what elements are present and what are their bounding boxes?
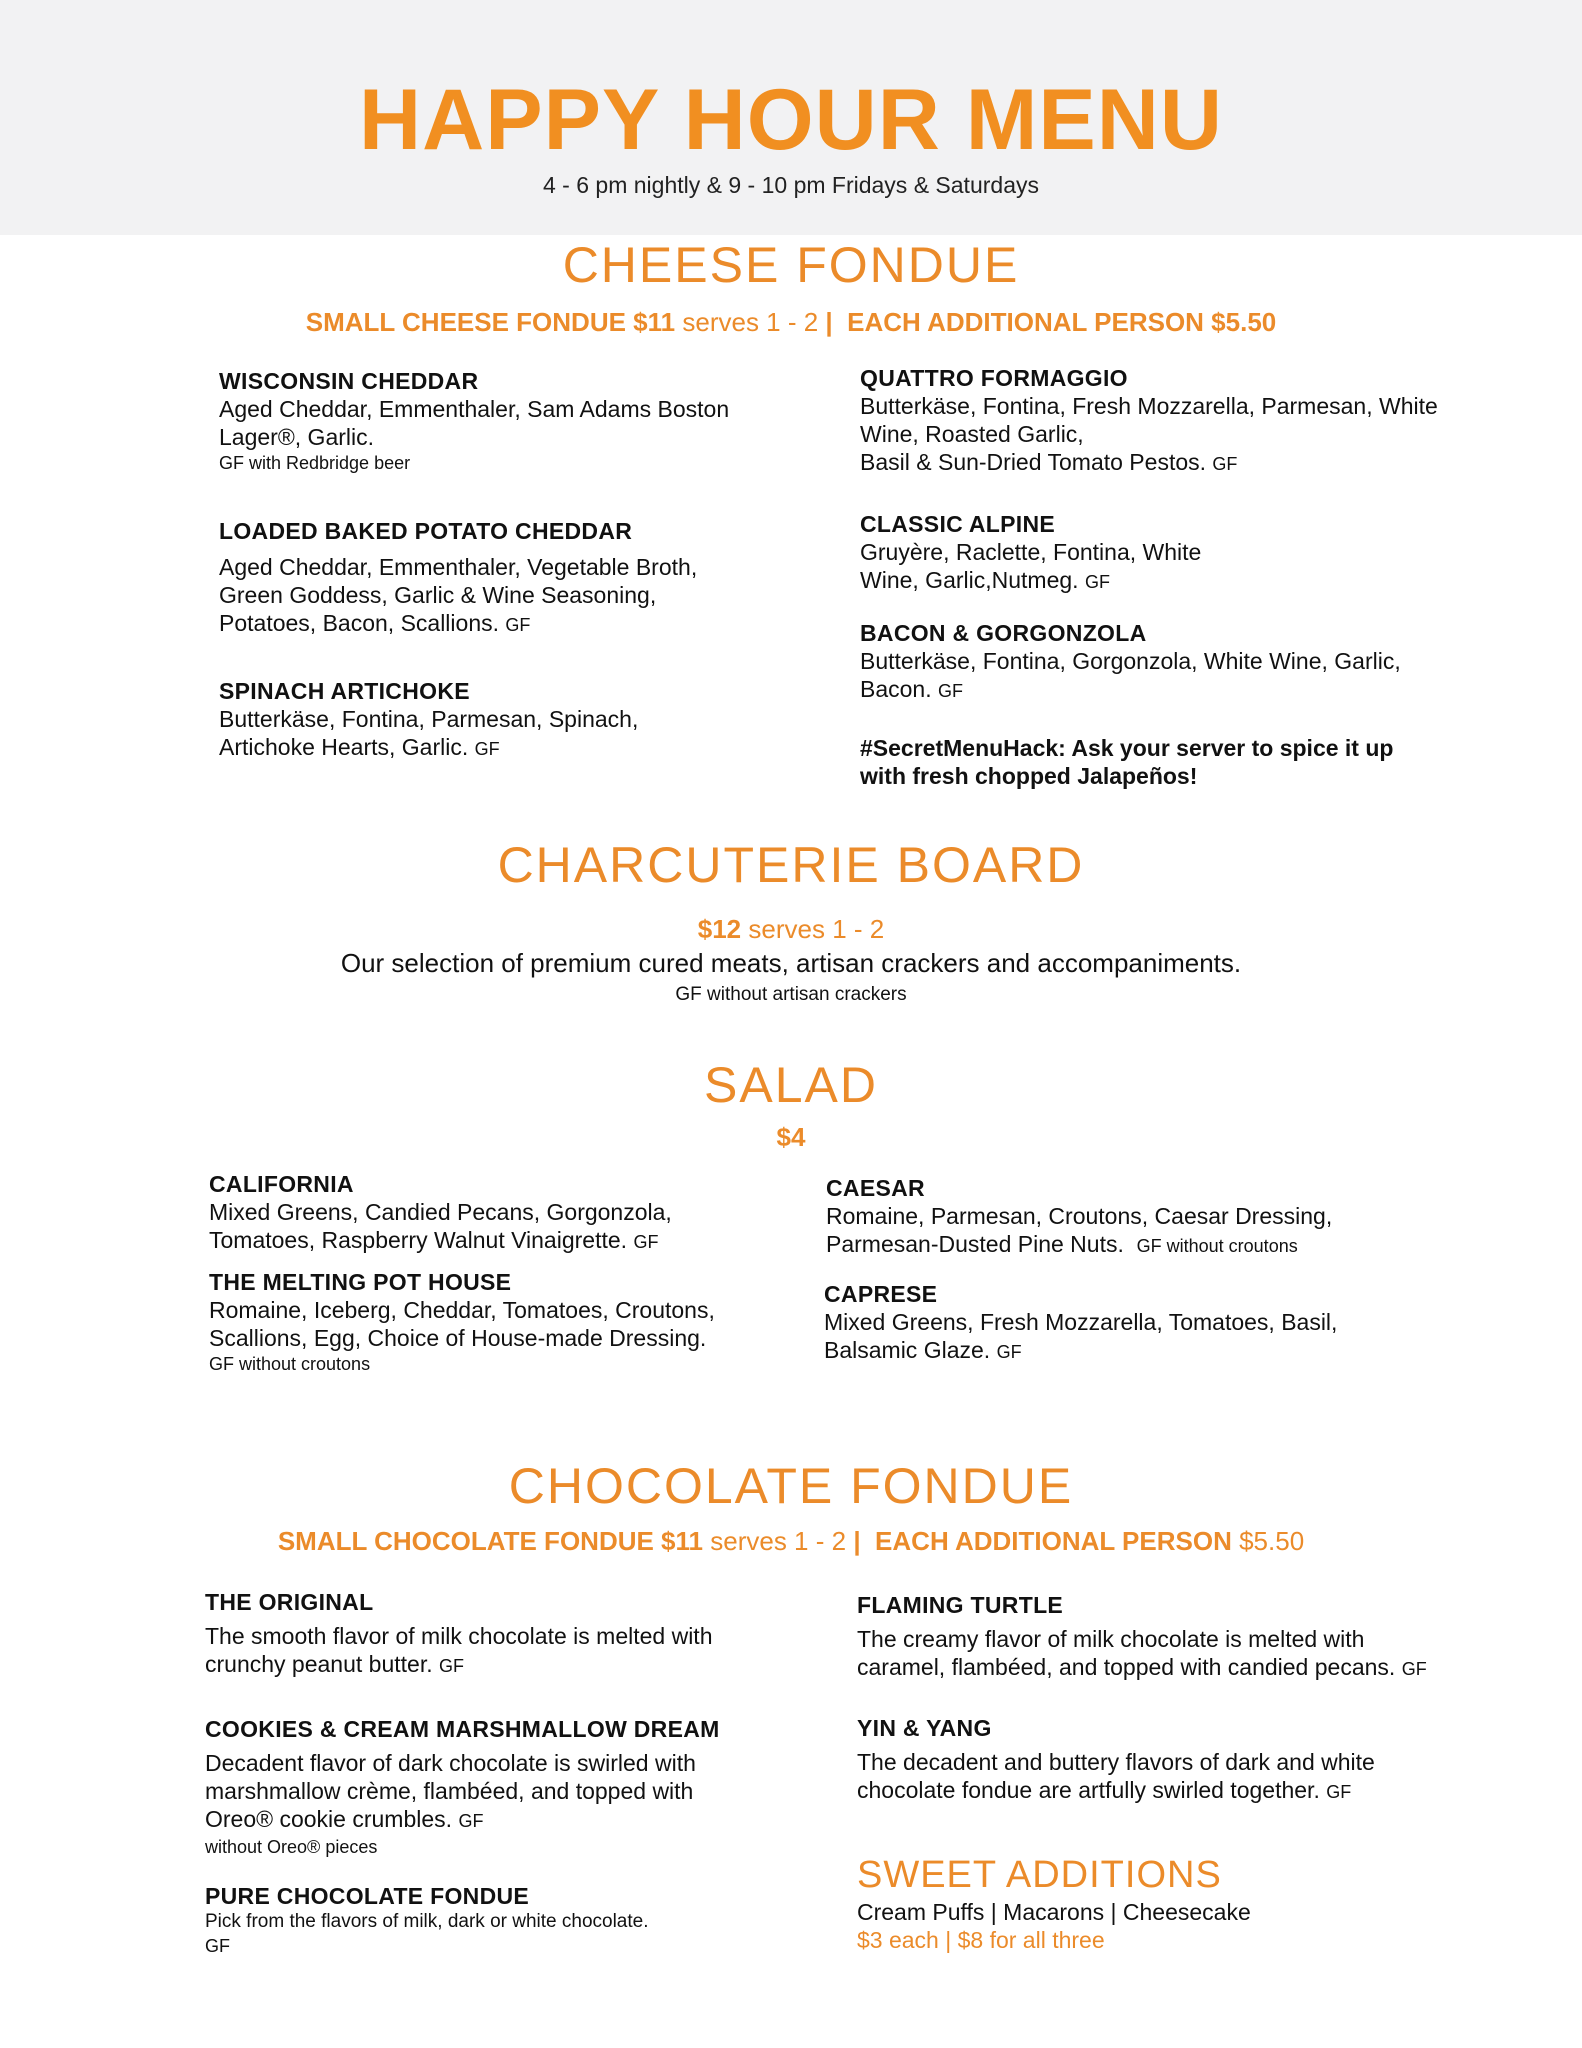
item-name: CAPRESE	[824, 1281, 938, 1307]
menu-item	[219, 517, 739, 639]
item-desc: Butterkäse, Fontina, Parmesan, Spinach, Artichoke Hearts, Garlic. GF	[219, 706, 639, 760]
secret-menu-hack	[860, 734, 1420, 790]
item-desc: Mixed Greens, Fresh Mozzarella, Tomatoes, Basil, Balsamic Glaze. GF	[824, 1309, 1338, 1363]
chocolate-additional-label: EACH ADDITIONAL PERSON	[875, 1526, 1232, 1556]
gf-note: GF without artisan crackers	[675, 984, 907, 1005]
item-name: CAESAR	[826, 1175, 925, 1201]
item-name: SPINACH ARTICHOKE	[219, 678, 470, 704]
sweet-additions	[857, 1852, 1417, 1954]
menu-item	[857, 1714, 1397, 1806]
item-desc: The creamy flavor of milk chocolate is melted with caramel, flambéed, and topped with candied pecans. GF	[857, 1626, 1427, 1680]
item-name: PURE CHOCOLATE FONDUE	[205, 1883, 530, 1909]
item-desc-2: Basil & Sun-Dried Tomato Pestos. GF	[860, 449, 1238, 475]
salad-price: $4	[776, 1122, 806, 1152]
menu-item	[860, 364, 1450, 478]
chocolate-small-price: SMALL CHOCOLATE FONDUE $11	[277, 1526, 704, 1556]
charcuterie-desc: Our selection of premium cured meats, artisan crackers and accompaniments.	[340, 948, 1242, 978]
gf-note: GF	[938, 681, 963, 701]
menu-item	[219, 367, 739, 475]
gf-note: GF	[474, 739, 500, 759]
gf-note-detail: without Oreo® pieces	[205, 1837, 378, 1857]
charcuterie-price-line	[0, 912, 1582, 946]
chocolate-fondue-title: CHOCOLATE FONDUE	[508, 1458, 1074, 1514]
sweet-additions-title: SWEET ADDITIONS	[857, 1854, 1222, 1896]
item-desc: Romaine, Iceberg, Cheddar, Tomatoes, Croutons, Scallions, Egg, Choice of House-made Dressing.	[209, 1297, 715, 1351]
gf-note: GF	[996, 1342, 1022, 1362]
item-desc: Pick from the flavors of milk, dark or white chocolate.	[205, 1911, 649, 1932]
gf-note: GF	[439, 1656, 464, 1676]
gf-note: GF	[1212, 454, 1238, 474]
item-name: QUATTRO FORMAGGIO	[860, 365, 1128, 391]
item-desc: Romaine, Parmesan, Croutons, Caesar Dressing, Parmesan-Dusted Pine Nuts. GF without croutons	[826, 1203, 1333, 1257]
menu-item	[205, 1882, 725, 1958]
gf-note: GF with Redbridge beer	[219, 453, 411, 473]
gf-note: GF	[205, 1936, 230, 1956]
item-desc: Gruyère, Raclette, Fontina, White Wine, Garlic,Nutmeg. GF	[860, 539, 1202, 593]
gf-note: GF	[1084, 572, 1110, 592]
item-name: COOKIES & CREAM MARSHMALLOW DREAM	[205, 1716, 720, 1742]
charcuterie-price: $12	[697, 914, 742, 944]
item-name: CLASSIC ALPINE	[860, 511, 1056, 537]
cheese-additional-price: EACH ADDITIONAL PERSON $5.50	[847, 307, 1277, 337]
item-desc: Butterkäse, Fontina, Gorgonzola, White Wine, Garlic, Bacon. GF	[860, 648, 1401, 702]
gf-note: GF	[633, 1232, 659, 1252]
separator: |	[853, 1526, 861, 1556]
item-desc: Aged Cheddar, Emmenthaler, Sam Adams Boston Lager®, Garlic.	[219, 396, 730, 450]
menu-item	[824, 1280, 1344, 1366]
menu-item	[857, 1591, 1437, 1683]
menu-item	[205, 1715, 725, 1859]
item-desc: Decadent flavor of dark chocolate is swirled with marshmallow crème, flambéed, and topped with Oreo® cookie crumbles. GF	[205, 1750, 696, 1832]
chocolate-additional-price: $5.50	[1239, 1526, 1305, 1556]
page-title: HAPPY HOUR MENU	[359, 72, 1223, 168]
cheese-small-price: SMALL CHEESE FONDUE $11	[305, 307, 676, 337]
item-name: THE ORIGINAL	[205, 1589, 374, 1615]
cheese-serves: serves 1 - 2	[682, 307, 819, 337]
menu-item	[860, 619, 1420, 705]
cheese-fondue-title: CHEESE FONDUE	[562, 237, 1020, 293]
sweet-additions-items: Cream Puffs | Macarons | Cheesecake	[857, 1899, 1251, 1925]
gf-note: GF	[1326, 1782, 1352, 1802]
chocolate-serves: serves 1 - 2	[710, 1526, 847, 1556]
item-name: LOADED BAKED POTATO CHEDDAR	[219, 518, 633, 544]
gf-note: GF	[458, 1811, 484, 1831]
item-desc: Aged Cheddar, Emmenthaler, Vegetable Broth, Green Goddess, Garlic & Wine Seasoning, Potatoes, Bacon, Scallions. GF	[219, 554, 698, 636]
charcuterie-title: CHARCUTERIE BOARD	[497, 837, 1085, 893]
gf-note: GF	[1401, 1659, 1427, 1679]
menu-item	[860, 510, 1240, 596]
item-name: YIN & YANG	[857, 1715, 992, 1741]
salad-title: SALAD	[704, 1057, 878, 1113]
cheese-price-line	[0, 305, 1582, 339]
item-name: WISCONSIN CHEDDAR	[219, 368, 479, 394]
gf-note: GF without croutons	[1136, 1236, 1298, 1256]
item-name: THE MELTING POT HOUSE	[209, 1269, 512, 1295]
menu-item	[826, 1174, 1426, 1260]
menu-item	[209, 1170, 749, 1256]
hack-text: #SecretMenuHack: Ask your server to spice it up with fresh chopped Jalapeños!	[860, 735, 1394, 789]
charcuterie-serves: serves 1 - 2	[748, 914, 885, 944]
item-name: FLAMING TURTLE	[857, 1592, 1064, 1618]
item-name: BACON & GORGONZOLA	[860, 620, 1147, 646]
hours-text: 4 - 6 pm nightly & 9 - 10 pm Fridays & Saturdays	[543, 172, 1039, 198]
item-name: CALIFORNIA	[209, 1171, 354, 1197]
separator: |	[825, 307, 833, 337]
item-desc: The smooth flavor of milk chocolate is melted with crunchy peanut butter. GF	[205, 1623, 713, 1677]
item-desc: Mixed Greens, Candied Pecans, Gorgonzola, Tomatoes, Raspberry Walnut Vinaigrette. GF	[209, 1199, 672, 1253]
menu-item	[205, 1588, 725, 1680]
chocolate-price-line	[0, 1524, 1582, 1558]
menu-item	[209, 1268, 789, 1376]
gf-note: GF without croutons	[209, 1354, 371, 1374]
item-desc: Butterkäse, Fontina, Fresh Mozzarella, Parmesan, White Wine, Roasted Garlic,	[860, 393, 1438, 447]
menu-item	[219, 677, 739, 763]
sweet-additions-price: $3 each | $8 for all three	[857, 1927, 1105, 1953]
item-desc: The decadent and buttery flavors of dark and white chocolate fondue are artfully swirled together. GF	[857, 1749, 1375, 1803]
gf-note: GF	[505, 615, 531, 635]
